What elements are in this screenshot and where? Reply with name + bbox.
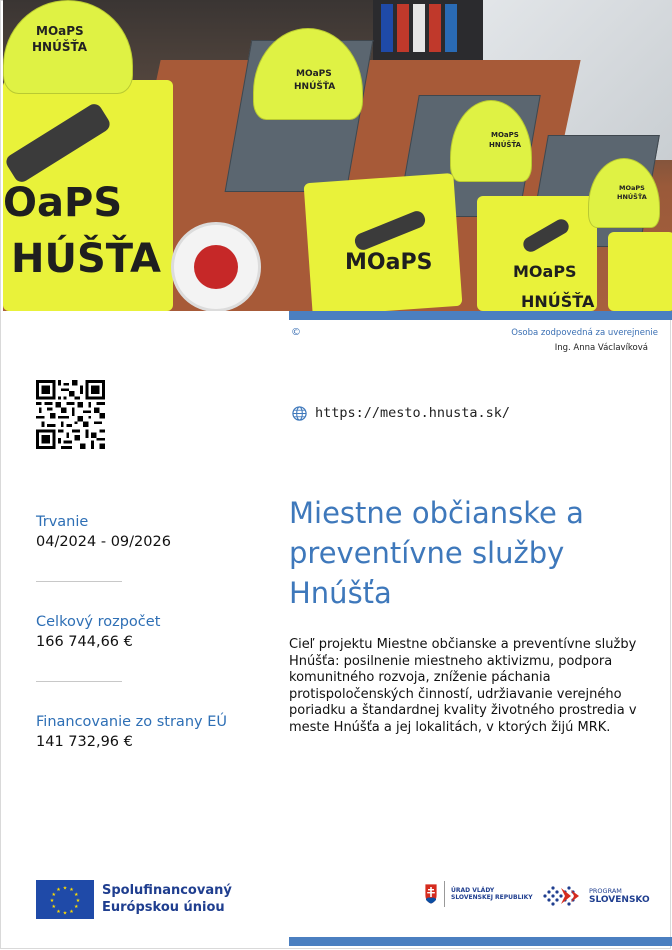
government-office-text — [451, 887, 533, 901]
eu-funding-label: Financovanie zo strany EÚ — [36, 714, 227, 730]
website-link[interactable] — [292, 405, 510, 421]
copyright-mark: © — [291, 327, 301, 338]
svg-text:★: ★ — [74, 891, 79, 898]
cap-text-1: MOaPS — [36, 24, 84, 38]
budget-value: 166 744,66 € — [36, 634, 133, 650]
project-photo — [3, 0, 672, 311]
cap-text-2: HNÚŠŤA — [617, 193, 647, 201]
slovak-coat-of-arms-icon — [424, 883, 438, 905]
stop-paddle — [171, 222, 261, 311]
globe-icon — [292, 406, 307, 421]
vest-small-text-1: MOaPS — [345, 250, 433, 275]
accent-bar-top — [289, 311, 672, 320]
eu-cofinanced-text — [102, 882, 232, 916]
eu-flag-icon — [36, 880, 94, 919]
cap-text-2: HNÚŠŤA — [294, 82, 336, 92]
gov-line-1: ÚRAD VLÁDY — [451, 887, 495, 894]
program-slovensko-text — [589, 887, 650, 905]
government-office-logo — [424, 881, 533, 907]
svg-text:★: ★ — [56, 908, 61, 915]
binder — [429, 4, 441, 52]
duration-label: Trvanie — [36, 514, 89, 530]
responsible-person-label: Osoba zodpovedná za uverejnenie — [511, 328, 658, 338]
cap-text-1: MOaPS — [491, 131, 519, 139]
svg-text:★: ★ — [62, 885, 68, 892]
cap-text-1: MOaPS — [619, 184, 645, 192]
svg-text:★: ★ — [49, 898, 55, 904]
ps-line-1: PROGRAM — [589, 887, 622, 895]
logo-separator — [444, 881, 445, 907]
responsible-person-name: Ing. Anna Václavíková — [554, 343, 648, 353]
project-title: Miestne občianske a preventívne služby Hnúšťa — [289, 496, 584, 610]
duration-value: 04/2024 - 09/2026 — [36, 534, 171, 550]
vest-small-text-2: HNÚŠŤA — [521, 292, 595, 311]
ps-line-2 — [589, 896, 650, 905]
cap-left — [3, 0, 133, 94]
qr-code[interactable] — [36, 380, 105, 449]
cap-text-2: HNÚŠŤA — [32, 40, 88, 54]
eu-line-2: Európskou úniou — [102, 900, 225, 915]
svg-text:★: ★ — [51, 891, 56, 898]
svg-text:★: ★ — [69, 887, 74, 894]
binder — [445, 4, 457, 52]
divider — [36, 681, 122, 682]
vest-text-line-1: OaPS — [3, 180, 123, 226]
binder — [397, 4, 409, 52]
website-url[interactable]: https://mesto.hnusta.sk/ — [315, 405, 511, 421]
vest-text-line-2: HÚŠŤA — [11, 236, 161, 282]
svg-text:★: ★ — [56, 887, 61, 894]
eu-funding-value: 141 732,96 € — [36, 734, 133, 750]
binder — [413, 4, 425, 52]
binder — [381, 4, 393, 52]
svg-text:★: ★ — [75, 898, 81, 904]
gov-line-2: SLOVENSKEJ REPUBLIKY — [451, 894, 533, 901]
cap-text-1: MOaPS — [296, 69, 332, 79]
eu-line-1: Spolufinancovaný — [102, 883, 232, 898]
svg-text:★: ★ — [74, 904, 79, 911]
cap-text-2: HNÚŠŤA — [489, 141, 522, 149]
budget-label: Celkový rozpočet — [36, 614, 161, 630]
ps-line-2-bold: SLOVENSKO — [589, 895, 650, 905]
vest-small-text-1: MOaPS — [513, 262, 577, 281]
project-description: Cieľ projektu Miestne občianske a preventívne služby Hnúšťa: posilnenie miestneho aktivizmu, podpora komunitného rozvoja, zníženie páchania protispoločenských činností, udržiavanie verejného poriadku a štandardnej kvality životného prostredia v meste Hnúšťa a jej lokalitách, v ktorých žijú MRK. — [289, 637, 637, 735]
program-slovensko-icon — [541, 884, 585, 908]
svg-text:★: ★ — [51, 904, 56, 911]
svg-text:★: ★ — [69, 908, 74, 915]
program-slovensko-logo — [541, 884, 650, 908]
vest-far-right — [608, 232, 672, 311]
accent-bar-bottom — [289, 937, 672, 946]
divider — [36, 581, 122, 582]
svg-text:★: ★ — [62, 910, 68, 917]
